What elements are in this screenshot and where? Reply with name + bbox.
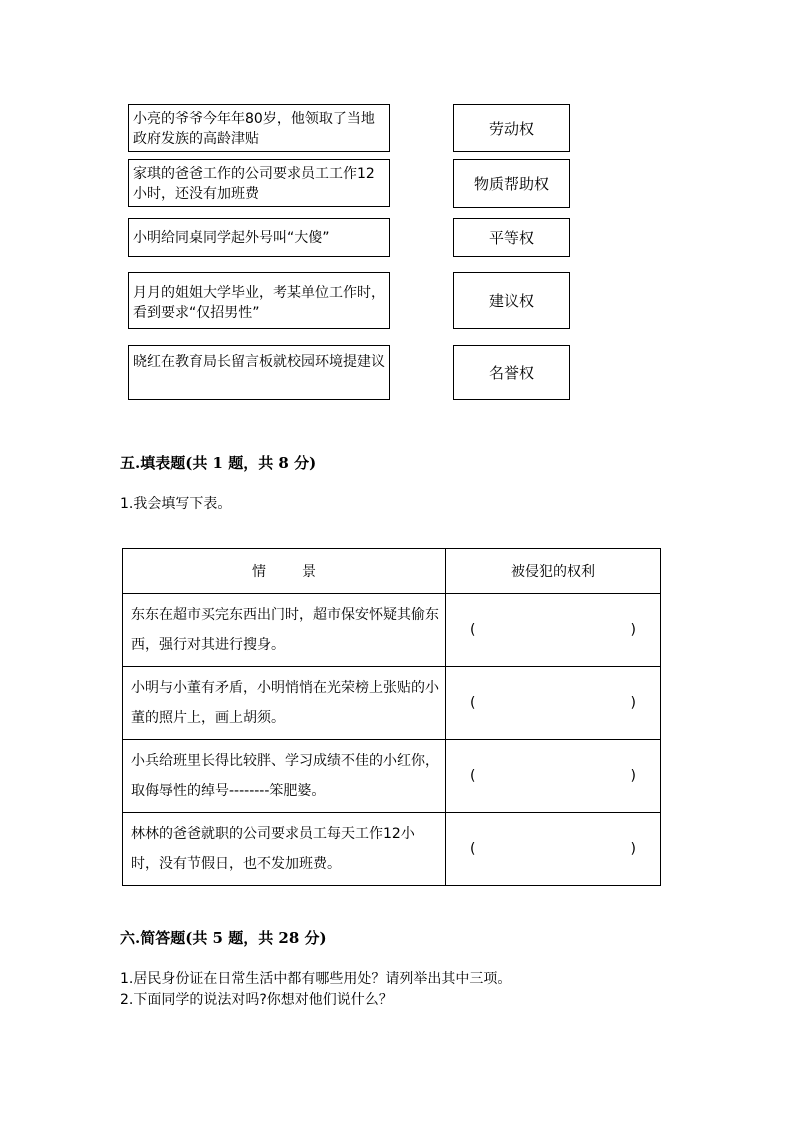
close-paren: ) xyxy=(630,622,636,638)
match-left-3: 小明给同桌同学起外号叫“大傻” xyxy=(128,218,390,257)
answer-cell[interactable] xyxy=(446,813,661,886)
match-left-1: 小亮的爷爷今年年80岁，他领取了当地政府发族的高龄津贴 xyxy=(128,104,390,152)
close-paren: ) xyxy=(630,841,636,857)
scene-cell: 小明与小董有矛盾，小明悄悄在光荣榜上张贴的小董的照片上，画上胡须。 xyxy=(123,667,446,740)
scene-cell: 东东在超市买完东西出门时，超市保安怀疑其偷东西，强行对其进行搜身。 xyxy=(123,594,446,667)
section6-question-2: 2.下面同学的说法对吗?你想对他们说什么？ xyxy=(120,992,393,1008)
open-paren: ( xyxy=(470,622,476,638)
open-paren: ( xyxy=(470,768,476,784)
answer-cell[interactable] xyxy=(446,667,661,740)
match-right-5: 名誉权 xyxy=(453,345,570,400)
fill-table xyxy=(122,548,661,886)
header-right: 被侵犯的权利 xyxy=(446,549,661,594)
table-header-row xyxy=(123,549,661,594)
scene-cell: 小兵给班里长得比较胖、学习成绩不佳的小红你，取侮辱性的绰号--------笨肥婆。 xyxy=(123,740,446,813)
section6-question-1: 1.居民身份证在日常生活中都有哪些用处？请列举出其中三项。 xyxy=(120,971,512,987)
match-right-1: 劳动权 xyxy=(453,104,570,152)
table-row xyxy=(123,594,661,667)
match-left-2: 家琪的爸爸工作的公司要求员工工作12小时，还没有加班费 xyxy=(128,159,390,207)
table-row xyxy=(123,813,661,886)
close-paren: ) xyxy=(630,768,636,784)
match-right-4: 建议权 xyxy=(453,272,570,329)
section5-title: 五.填表题(共 1 题，共 8 分) xyxy=(120,454,317,472)
scene-cell: 林林的爸爸就职的公司要求员工每天工作12小时，没有节假日，也不发加班费。 xyxy=(123,813,446,886)
match-right-2: 物质帮助权 xyxy=(453,159,570,208)
match-left-4: 月月的姐姐大学毕业，考某单位工作时，看到要求“仅招男性” xyxy=(128,272,390,329)
section5-question: 1.我会填写下表。 xyxy=(120,496,232,512)
match-right-3: 平等权 xyxy=(453,218,570,257)
answer-cell[interactable] xyxy=(446,594,661,667)
header-scene-char-2: 景 xyxy=(302,564,316,580)
section6-title: 六.简答题(共 5 题，共 28 分) xyxy=(120,929,327,947)
match-left-5: 晓红在教育局长留言板就校园环境提建议 xyxy=(128,345,390,400)
close-paren: ) xyxy=(630,695,636,711)
table-row xyxy=(123,667,661,740)
header-scene xyxy=(123,549,446,594)
open-paren: ( xyxy=(470,841,476,857)
table-row xyxy=(123,740,661,813)
open-paren: ( xyxy=(470,695,476,711)
answer-cell[interactable] xyxy=(446,740,661,813)
header-scene-char-1: 情 xyxy=(252,564,266,580)
